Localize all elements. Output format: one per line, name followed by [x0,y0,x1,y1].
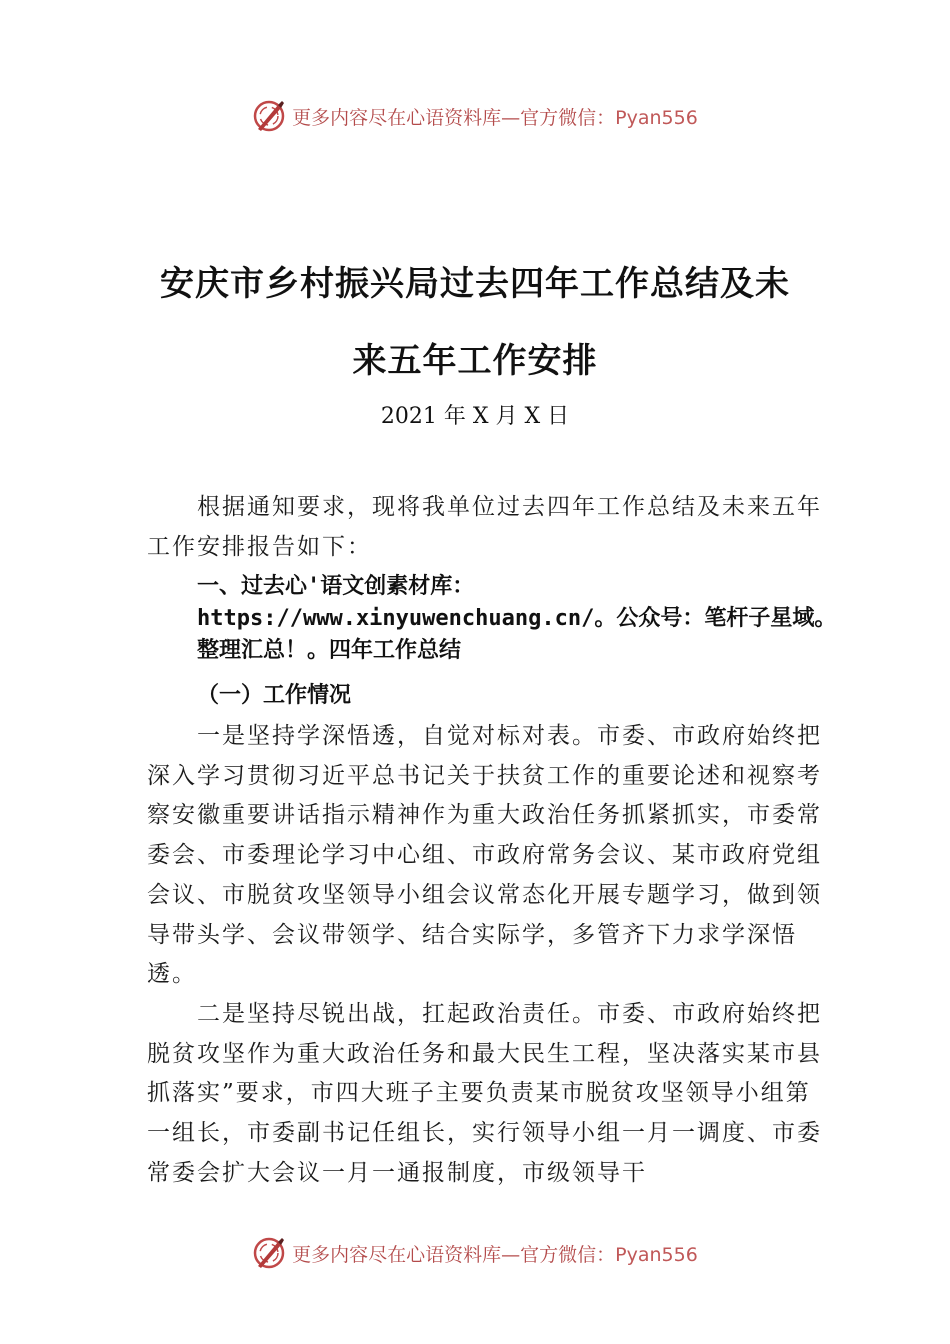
body-paragraph: 一是坚持学深悟透，自觉对标对表。市委、市政府始终把深入学习贯彻习近平总书记关于扶贫工作的重要论述和视察考察安徽重要讲话指示精神作为重大政治任务抓紧抓实，市委常委会、市委理论学习中心组、市政府常务会议、某市政府党组会议、市脱贫攻坚领导小组会议常态化开展专题学习，做到领导带头学、会议带领学、结合实际学，多管齐下力求学深悟透。 [147,723,822,988]
footer-banner [0,1233,950,1273]
banner-text: 更多内容尽在心语资料库—官方微信：Pyan556 [292,106,698,129]
brush-logo-icon [252,1236,286,1270]
body-block [147,717,822,1193]
intro-block [147,488,822,567]
section-heading: 一、过去心'语文创素材库：https://www.xinyuwenchuang.cn/。公众号：笔杆子星域。整理汇总！。四年工作总结 [197,574,837,663]
document-date: 2021 年 X 月 X 日 [380,404,570,429]
header-banner [0,96,950,136]
document-title: 安庆市乡村振兴局过去四年工作总结及未 [160,264,790,304]
intro-paragraph: 根据通知要求，现将我单位过去四年工作总结及未来五年工作安排报告如下： [147,494,822,560]
banner-text: 更多内容尽在心语资料库—官方微信：Pyan556 [292,1243,698,1266]
wechat-handle: Pyan556 [615,106,698,129]
brush-logo-icon [252,99,286,133]
subsection-heading: （一）工作情况 [197,683,352,708]
wechat-handle: Pyan556 [615,1243,698,1266]
body-paragraph: 二是坚持尽锐出战，扛起政治责任。市委、市政府始终把脱贫攻坚作为重大政治任务和最大民生工程，坚决落实某市县抓落实”要求，市四大班子主要负责某市脱贫攻坚领导小组第一组长，市委副书记任组长，实行领导小组一月一调度、市委常委会扩大会议一月一通报制度，市级领导干 [147,1000,822,1186]
document-title-line2: 来五年工作安排 [352,341,598,381]
